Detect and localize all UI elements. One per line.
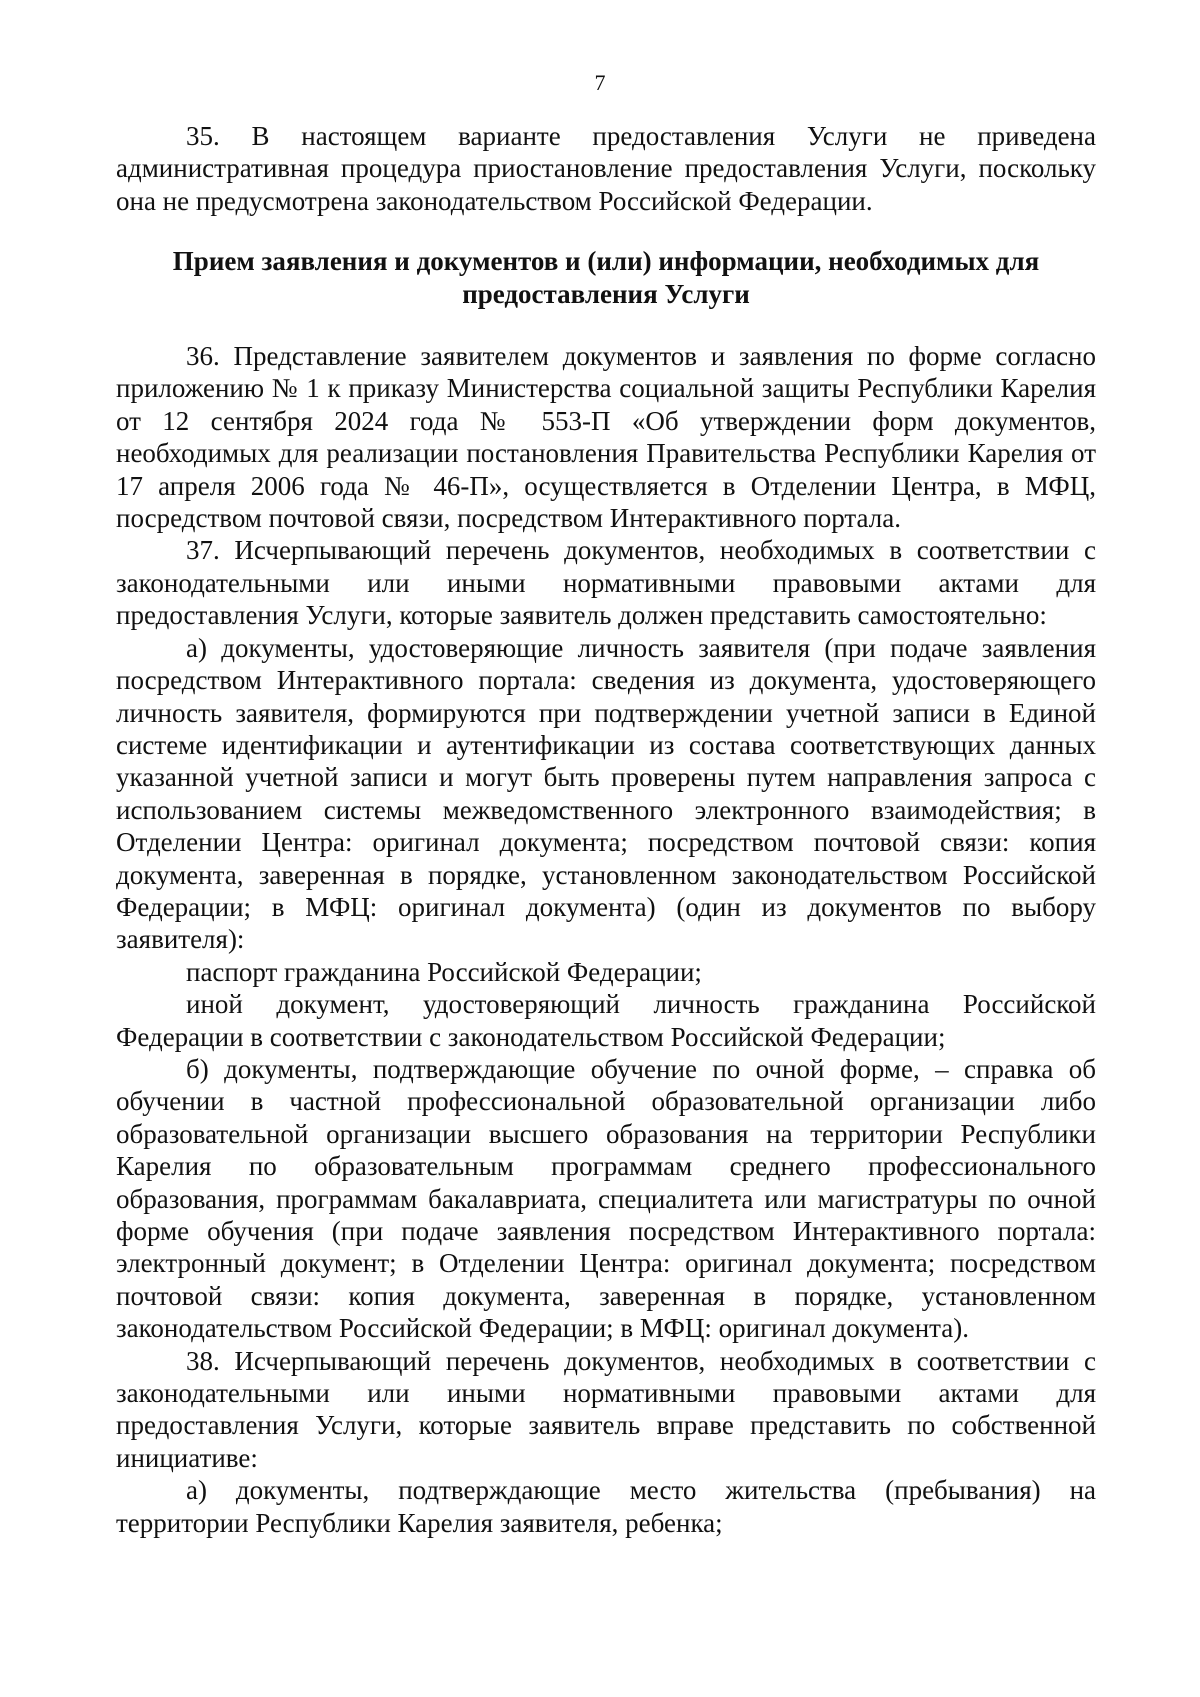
paragraph-38-a: а) документы, подтверждающие место жительства (пребывания) на территории Республики Карелия заявителя, ребенка;: [116, 1475, 1096, 1538]
paragraph-38: 38. Исчерпывающий перечень документов, необходимых в соответствии с законодательными или иными нормативными правовыми актами для предоставления Услуги, которые заявитель вправе представить по собственной инициативе:: [116, 1345, 1096, 1473]
paragraph-35: 35. В настоящем варианте предоставления Услуги не приведена административная процедура приостановление предоставления Услуги, поскольку она не предусмотрена законодательством Российской Федерации.: [116, 121, 1096, 216]
paragraph-37-a: а) документы, удостоверяющие личность заявителя (при подаче заявления посредством Интерактивного портала: сведения из документа, удостоверяющего личность заявителя, формируются при подтверждении учетной записи в Единой системе идентификации и аутентификации из состава соответствующих данных указанной учетной записи и могут быть проверены путем направления запроса с использованием системы межведомственного электронного взаимодействия; в Отделении Центра: оригинал документа; посредством почтовой связи: копия документа, заверенная в порядке, установленном законодательством Российской Федерации; в МФЦ: оригинал документа) (один из документов по выбору заявителя):: [116, 632, 1096, 955]
section-heading: Прием заявления и документов и (или) информации, необходимых для предоставления Услуги: [172, 246, 1040, 309]
paragraph-37: 37. Исчерпывающий перечень документов, необходимых в соответствии с законодательными или иными нормативными правовыми актами для предоставления Услуги, которые заявитель должен представить самостоятельно:: [116, 535, 1096, 631]
paragraph-37-b: б) документы, подтверждающие обучение по очной форме, – справка об обучении в частной профессиональной образовательной организации либо образовательной организации высшего образования на территории Республики Карелия по образовательным программам среднего профессионального образования, программам бакалавриата, специалитета или магистратуры по очной форме обучения (при подаче заявления посредством Интерактивного портала: электронный документ; в Отделении Центра: оригинал документа; посредством почтовой связи: копия документа, заверенная в порядке, установленном законодательством Российской Федерации; в МФЦ: оригинал документа).: [116, 1053, 1096, 1344]
paragraph-37-a-other-document: иной документ, удостоверяющий личность гражданина Российской Федерации в соответствии с законодательством Российской Федерации;: [116, 989, 1096, 1052]
paragraph-36: 36. Представление заявителем документов и заявления по форме согласно приложению № 1 к приказу Министерства социальной защиты Республики Карелия от 12 сентября 2024 года № 553-П «Об утверждении форм документов, необходимых для реализации постановления Правительства Республики Карелия от 17 апреля 2006 года № 46-П», осуществляется в Отделении Центра, в МФЦ, посредством почтовой связи, посредством Интерактивного портала.: [116, 341, 1096, 534]
page-number: 7: [594, 70, 606, 95]
document-body: [116, 120, 1096, 1539]
paragraph-37-a-passport: паспорт гражданина Российской Федерации;: [186, 956, 702, 987]
